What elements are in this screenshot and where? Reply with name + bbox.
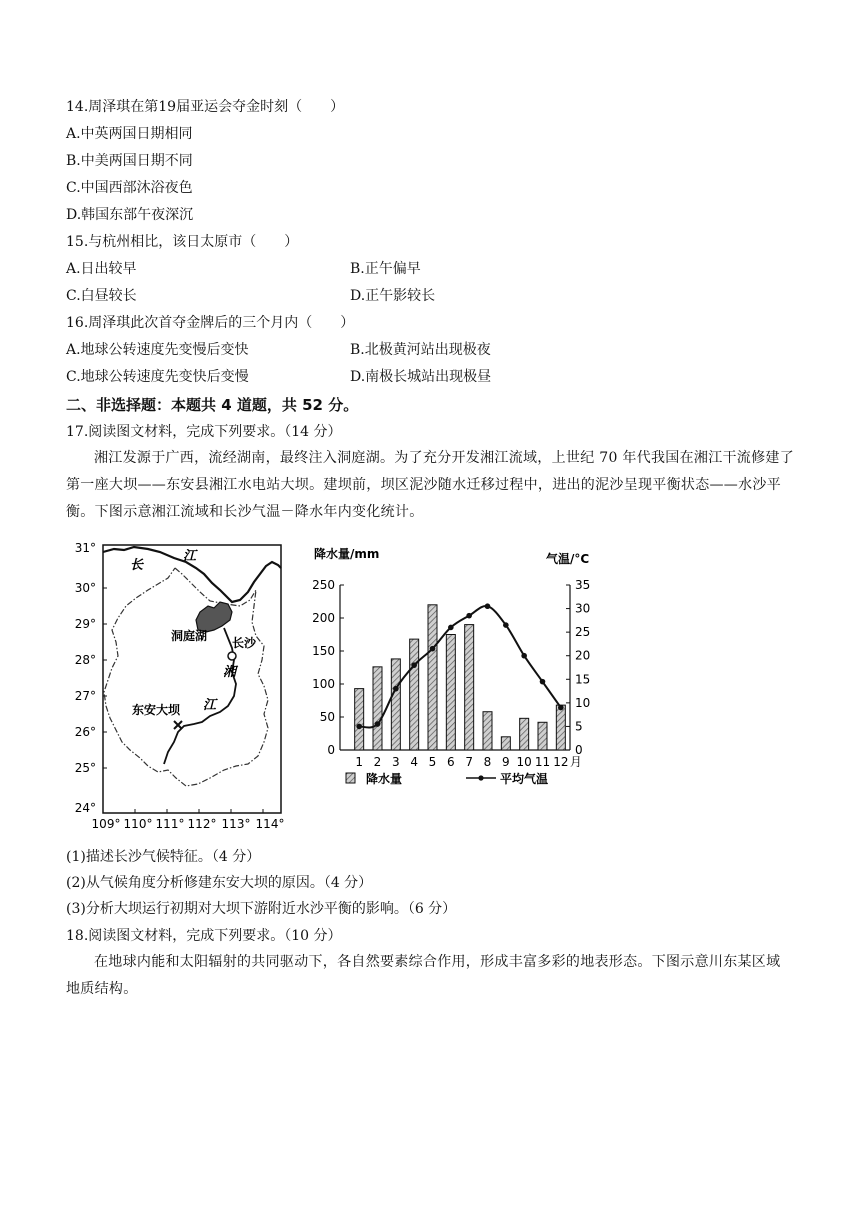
right-tick-label: 25 [575,625,591,640]
temp-point [356,724,362,730]
q17-subquestion-3: (3)分析大坝运行初期对大坝下游附近水沙平衡的影响。（6 分） [66,901,457,917]
legend-label-temp: 平均气温 [500,772,549,786]
legend-bar-swatch [346,773,355,783]
temp-point [448,625,454,631]
q16-option-d: D.南极长城站出现极昼 [350,369,492,385]
figure [0,530,860,840]
map-label-xiang-1: 湘 [223,665,237,680]
right-tick-label: 5 [575,719,583,734]
q16-option-b: B.北极黄河站出现极夜 [350,342,491,358]
temp-point [521,653,527,659]
x-tick-label: 6 [447,755,455,769]
x-axis-unit: 月 [569,755,582,769]
legend-label-precip: 降水量 [366,772,403,786]
lat-label-26: 26° [74,725,96,739]
temp-point [540,679,546,685]
temp-point [430,646,436,652]
x-tick-label: 3 [392,755,400,769]
lat-label-25: 25° [74,761,96,775]
map-label-changjiang-2: 江 [183,549,197,564]
climate-chart [312,546,590,786]
basin-boundary [104,568,268,786]
q16-option-c: C.地球公转速度先变快后变慢 [66,369,249,385]
map-label-dongting: 洞庭湖 [171,629,208,643]
precip-bar [538,722,547,750]
precip-bar [483,712,492,750]
q14-option-c: C.中国西部沐浴夜色 [66,180,193,196]
lat-label-24: 24° [74,801,96,815]
q15-option-a: A.日出较早 [66,261,137,277]
temp-point [485,603,491,609]
q15-option-b: B.正午偏早 [350,261,421,277]
precip-bar [501,737,510,750]
right-tick-label: 30 [575,601,591,616]
x-tick-label: 5 [428,755,437,769]
changsha-marker [228,652,236,660]
x-tick-label: 4 [410,755,418,769]
lon-label-110: 110° [123,817,153,831]
lon-label-113: 113° [221,817,251,831]
right-tick-label: 15 [575,672,591,687]
q17-subquestion-2: (2)从气候角度分析修建东安大坝的原因。（4 分） [66,875,373,891]
x-tick-label: 9 [502,755,510,769]
left-tick-label: 0 [327,743,335,757]
temp-point [393,686,399,692]
xiangjiang-map [75,541,285,831]
question-18-paragraph: 在地球内能和太阳辐射的共同驱动下，各自然要素综合作用，形成丰富多彩的地表形态。下图示意川东某区域地质结构。 [66,954,781,997]
x-tick-label: 8 [483,755,492,769]
q14-option-d: D.韩国东部午夜深沉 [66,207,194,223]
q15-option-d: D.正午影较长 [350,288,436,304]
question-14-stem: 14.周泽琪在第19届亚运会夺金时刻（ ） [66,99,345,115]
dongan-dam-marker [174,721,182,729]
right-tick-label: 0 [575,743,583,757]
x-axis-labels [355,755,582,769]
right-tick-label: 10 [575,695,591,710]
right-tick-label: 35 [575,578,591,592]
precip-bar [355,689,364,750]
precip-bar [428,605,437,750]
question-16-stem: 16.周泽琪此次首夺金牌后的三个月内（ ） [66,315,355,331]
left-tick-label: 250 [312,578,335,592]
lat-label-30: 30° [74,581,96,595]
lon-label-114: 114° [255,817,285,831]
precip-bar [410,639,419,750]
question-15-stem: 15.与杭州相比，该日太原市（ ） [66,234,299,250]
left-tick-label: 150 [312,644,335,658]
dongting-lake [196,602,232,632]
lat-label-31: 31° [74,541,96,555]
map-label-changsha: 长沙 [232,636,257,650]
left-tick-label: 100 [312,677,335,691]
temp-point [411,662,417,668]
question-18-title: 18.阅读图文材料，完成下列要求。（10 分） [66,928,342,944]
precip-bar [520,718,529,750]
lon-label-112: 112° [187,817,217,831]
lat-label-28: 28° [74,653,96,667]
question-17-paragraph: 湘江发源于广西，流经湖南，最终注入洞庭湖。为了充分开发湘江流域，上世纪 70 年代我国在湘江干流修建了第一座大坝——东安县湘江水电站大坝。建坝前，坝区泥沙随水迁移过程中，进出的泥沙呈现平衡状态——水沙平衡。下图示意湘江流域和长沙气温－降水年内变化统计。 [66,450,795,520]
x-tick-label: 2 [373,755,382,769]
map-label-dongan: 东安大坝 [132,703,181,717]
x-tick-label: 12 [553,755,569,769]
precipitation-bars [355,605,566,750]
map-frame [103,545,281,813]
temp-point [375,721,381,727]
left-tick-label: 200 [312,611,335,625]
chart-ylabel-left: 降水量/mm [314,547,380,561]
x-tick-label: 1 [355,755,363,769]
temp-point [503,622,509,628]
left-axis-ticks [312,578,344,757]
q14-option-b: B.中美两国日期不同 [66,153,193,169]
map-lat-ticks [103,588,263,813]
map-label-xiang-2: 江 [203,698,217,713]
q17-subquestion-1: (1)描述长沙气候特征。（4 分） [66,849,261,865]
x-tick-label: 11 [534,755,551,769]
q14-option-a: A.中英两国日期相同 [66,126,193,142]
precip-bar [446,635,455,751]
chart-ylabel-right: 气温/°C [546,552,590,566]
q15-option-c: C.白昼较长 [66,288,137,304]
precip-bar [391,659,400,750]
lat-label-27: 27° [74,689,96,703]
question-17-title: 17.阅读图文材料，完成下列要求。（14 分） [66,424,342,440]
precip-bar [465,625,474,750]
temp-point [558,705,564,711]
lon-label-109: 109° [91,817,121,831]
section-heading: 二、非选择题：本题共 4 道题，共 52 分。 [66,396,359,414]
left-tick-label: 50 [319,710,335,724]
lat-label-29: 29° [74,617,96,631]
q16-option-a: A.地球公转速度先变慢后变快 [66,342,249,358]
precip-bar [556,705,565,750]
precip-bar [373,667,382,750]
chart-legend [346,771,548,786]
right-tick-label: 20 [575,648,591,663]
lon-label-111: 111° [155,817,185,831]
x-tick-label: 7 [465,755,473,769]
temp-point [466,613,472,619]
temperature-line [359,606,561,728]
x-tick-label: 10 [516,755,532,769]
xiang-river [164,628,236,764]
legend-point-swatch [478,775,483,780]
map-label-changjiang-1: 长 [130,558,144,573]
